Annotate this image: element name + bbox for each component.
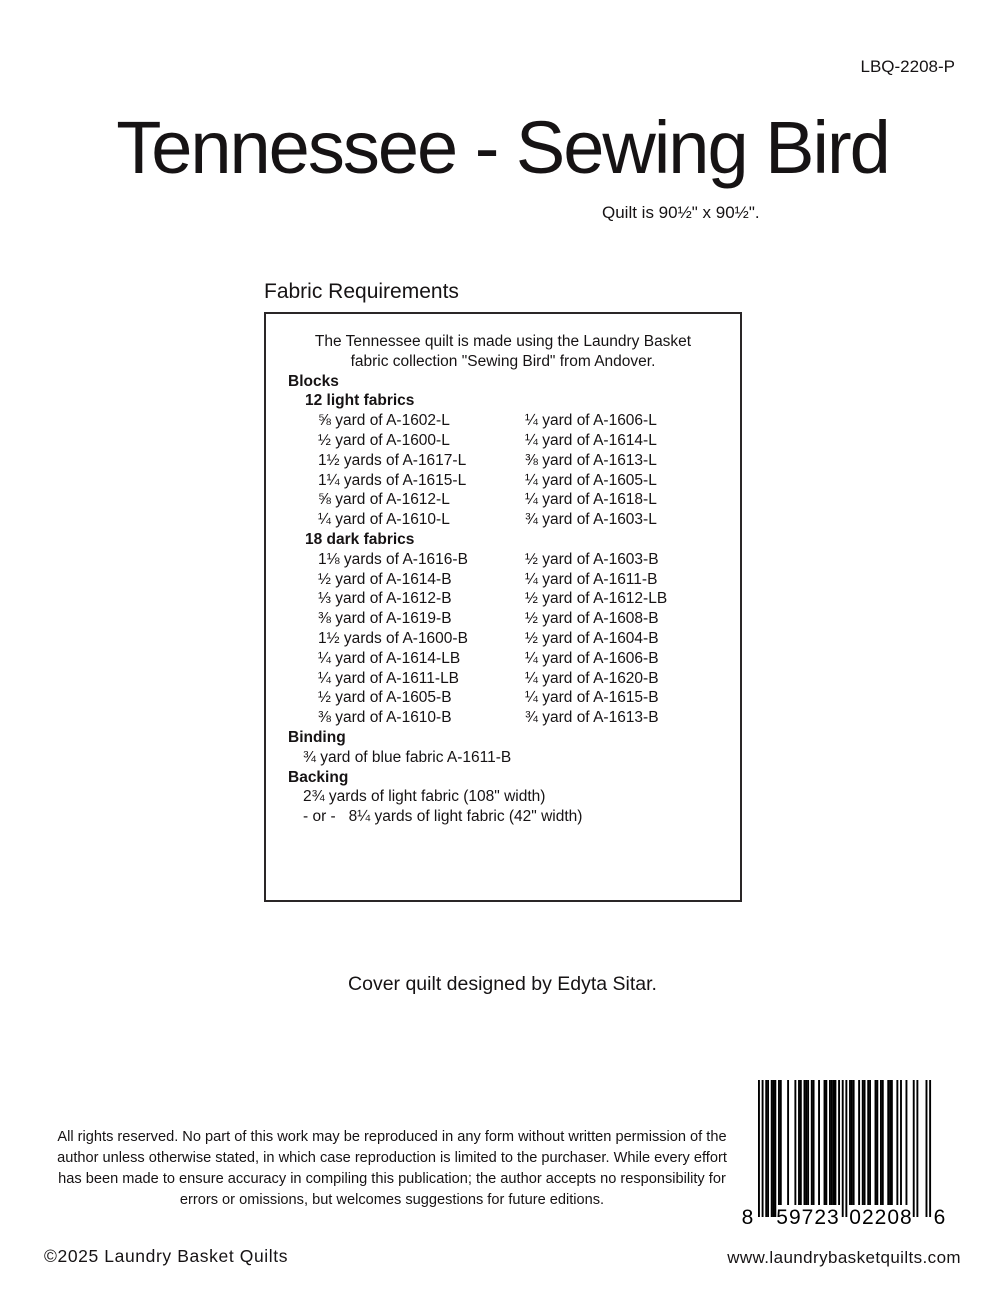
fabric-item: ¼ yard of A-1615-B bbox=[525, 689, 659, 707]
barcode-bars bbox=[740, 1078, 950, 1228]
fabric-requirements-box bbox=[264, 312, 742, 902]
fabric-row bbox=[318, 471, 740, 491]
binding-label: Binding bbox=[288, 728, 346, 746]
fabric-item: ½ yard of A-1612-LB bbox=[525, 590, 668, 608]
fabric-item: ¼ yard of A-1618-L bbox=[525, 491, 657, 509]
barcode-digit-group2: 02208 bbox=[849, 1206, 913, 1228]
fabric-item: 1⅛ yards of A-1616-B bbox=[318, 550, 468, 568]
barcode-digit-left: 8 bbox=[741, 1206, 755, 1228]
fabric-row bbox=[318, 669, 740, 689]
legal-line: errors or omissions, but welcomes suggestions for future editions. bbox=[179, 1192, 605, 1208]
intro-lines bbox=[266, 332, 740, 372]
fabric-item: ¼ yard of A-1614-LB bbox=[318, 649, 461, 667]
cover-credit: Cover quilt designed by Edyta Sitar. bbox=[348, 973, 657, 995]
fabric-item: ¼ yard of A-1605-L bbox=[525, 471, 657, 489]
fabric-item: ⅜ yard of A-1619-B bbox=[318, 610, 452, 628]
fabric-item: 1¼ yards of A-1615-L bbox=[318, 471, 467, 489]
backing-list bbox=[266, 787, 740, 827]
intro-line: fabric collection "Sewing Bird" from Andover. bbox=[350, 352, 656, 370]
fabric-row bbox=[318, 510, 740, 530]
fabric-item: ½ yard of A-1614-B bbox=[318, 570, 452, 588]
fabric-row bbox=[318, 490, 740, 510]
fabric-item: ½ yard of A-1600-L bbox=[318, 431, 450, 449]
light-fabrics-list bbox=[266, 411, 740, 530]
fabric-item: ¼ yard of A-1610-L bbox=[318, 511, 450, 529]
intro-line: The Tennessee quilt is made using the Laundry Basket bbox=[314, 333, 692, 350]
binding-item: ¾ yard of blue fabric A-1611-B bbox=[303, 748, 512, 766]
legal-line: All rights reserved. No part of this work may be reproduced in any form without written permission of the bbox=[57, 1129, 727, 1145]
fabric-item: ⅝ yard of A-1602-L bbox=[318, 412, 450, 430]
light-fabrics-header: 12 light fabrics bbox=[305, 392, 415, 410]
fabric-row bbox=[318, 688, 740, 708]
binding-list bbox=[266, 748, 740, 768]
fabric-row bbox=[318, 550, 740, 570]
fabric-item: ¼ yard of A-1606-B bbox=[525, 649, 659, 667]
fabric-item: ¼ yard of A-1606-L bbox=[525, 412, 657, 430]
upc-barcode bbox=[740, 1078, 950, 1228]
fabric-row bbox=[318, 649, 740, 669]
fabric-row bbox=[318, 589, 740, 609]
fabric-item: 1½ yards of A-1617-L bbox=[318, 451, 467, 469]
legal-notice bbox=[52, 1127, 732, 1211]
fabric-item: ½ yard of A-1604-B bbox=[525, 629, 659, 647]
legal-line: has been made to ensure accuracy in compiling this publication; the author accepts no responsibility for bbox=[58, 1171, 726, 1187]
fabric-item: ½ yard of A-1608-B bbox=[525, 610, 659, 628]
legal-line: author unless otherwise stated, in which case reproduction is limited to the purchaser. While every effort bbox=[57, 1150, 727, 1166]
barcode-digit-group1: 59723 bbox=[776, 1206, 840, 1228]
fabric-item: ¼ yard of A-1611-LB bbox=[318, 669, 460, 687]
footer-website: www.laundrybasketquilts.com bbox=[727, 1248, 961, 1267]
fabric-row bbox=[318, 629, 740, 649]
fabric-row bbox=[318, 451, 740, 471]
fabric-item: ½ yard of A-1603-B bbox=[525, 550, 659, 568]
pattern-number: LBQ-2208-P bbox=[860, 57, 955, 76]
fabric-row bbox=[318, 411, 740, 431]
footer-copyright: ©2025 Laundry Basket Quilts bbox=[44, 1246, 289, 1266]
backing-item: 2¾ yards of light fabric (108" width) bbox=[303, 788, 546, 806]
dark-fabrics-list bbox=[266, 550, 740, 728]
fabric-item: ⅓ yard of A-1612-B bbox=[318, 590, 452, 608]
fabric-row bbox=[318, 431, 740, 451]
fabric-item: ⅝ yard of A-1612-L bbox=[318, 491, 450, 509]
fabric-item: ¼ yard of A-1614-L bbox=[525, 431, 657, 449]
fabric-row bbox=[318, 609, 740, 629]
fabric-item: ⅜ yard of A-1613-L bbox=[525, 451, 657, 469]
fabric-item: ¼ yard of A-1611-B bbox=[525, 570, 658, 588]
fabric-item: ¾ yard of A-1613-B bbox=[525, 709, 659, 727]
fabric-item: ⅜ yard of A-1610-B bbox=[318, 709, 452, 727]
backing-label: Backing bbox=[288, 768, 349, 786]
fabric-requirements-heading: Fabric Requirements bbox=[264, 280, 459, 303]
fabric-row bbox=[318, 570, 740, 590]
backing-item: - or - 8¼ yards of light fabric (42" width) bbox=[303, 808, 583, 826]
fabric-item: 1½ yards of A-1600-B bbox=[318, 629, 468, 647]
fabric-item: ¾ yard of A-1603-L bbox=[525, 511, 657, 529]
fabric-item: ¼ yard of A-1620-B bbox=[525, 669, 659, 687]
fabric-row bbox=[318, 708, 740, 728]
page-title: Tennessee - Sewing Bird bbox=[116, 106, 889, 189]
fabric-item: ½ yard of A-1605-B bbox=[318, 689, 452, 707]
quilt-size-subtitle: Quilt is 90½" x 90½". bbox=[602, 203, 760, 222]
dark-fabrics-header: 18 dark fabrics bbox=[305, 530, 415, 548]
blocks-label: Blocks bbox=[288, 372, 339, 390]
barcode-digit-right: 6 bbox=[933, 1206, 947, 1228]
